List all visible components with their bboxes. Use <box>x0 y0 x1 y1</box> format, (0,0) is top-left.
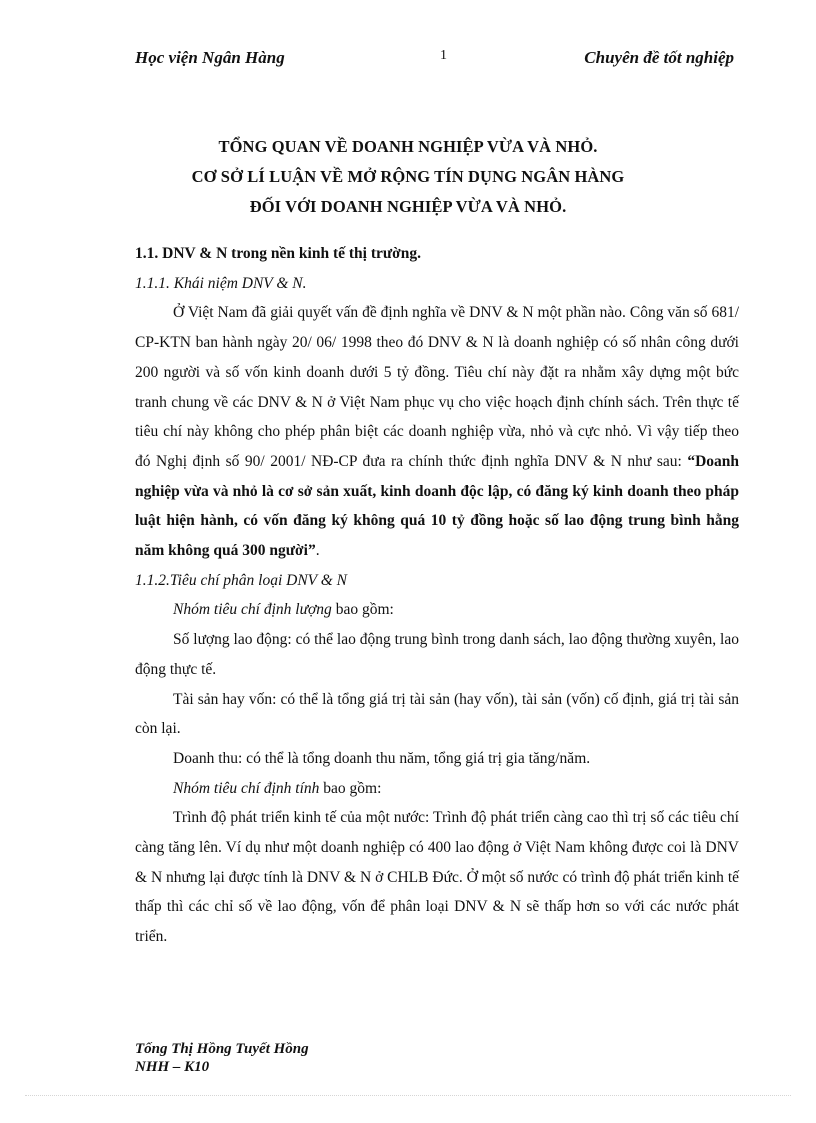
paragraph-labor: Số lượng lao động: có thể lao động trung bình trong danh sách, lao động thường xuyên, lao động thực tế. <box>135 631 739 678</box>
document-body <box>135 239 739 952</box>
qualitative-criteria-heading <box>135 774 739 804</box>
section-heading-1-1: 1.1. DNV & N trong nền kinh tế thị trường. <box>135 245 422 262</box>
header-document-type: Chuyên đề tốt nghiệp <box>584 48 734 67</box>
header-institution: Học viện Ngân Hàng <box>135 48 285 67</box>
quantitative-criteria-heading <box>135 595 739 625</box>
qualitative-label: Nhóm tiêu chí định tính <box>173 779 320 797</box>
title-line-3: ĐỐI VỚI DOANH NGHIỆP VỪA VÀ NHỎ. <box>249 197 567 216</box>
footer-author: Tống Thị Hồng Tuyết Hồng <box>135 1041 309 1057</box>
page-bottom-divider <box>25 1095 791 1096</box>
section-heading-1-1-1: 1.1.1. Khái niệm DNV & N. <box>135 274 307 292</box>
paragraph-definition-text: Ở Việt Nam đã giải quyết vấn đề định nghĩa về DNV & N một phần nào. Công văn số 681/ CP-KTN ban hành ngày 20/ 06/ 1998 theo đó DNV & N là doanh nghiệp có số nhân công dưới 200 người và số vốn kinh doanh dưới 5 tỷ đồng. Tiêu chí này đặt ra nhằm xây dựng một bức tranh chung về các DNV & N ở Việt Nam phục vụ cho việc hoạch định chính sách. Trên thực tế tiêu chí này không cho phép phân biệt các doanh nghiệp vừa, nhỏ và cực nhỏ. Vì vậy tiếp theo đó Nghị định số 90/ 2001/ NĐ-CP đưa ra chính thức định nghĩa DNV & N như sau: <box>135 304 739 470</box>
quantitative-suffix: bao gồm: <box>331 601 394 619</box>
definition-quote: “Doanh nghiệp vừa và nhỏ là cơ sở sản xuất, kinh doanh độc lập, có đăng ký kinh doanh theo pháp luật hiện hành, có vốn đăng ký không quá 10 tỷ đồng hoặc số lao động trung bình hằng năm không quá 300 người” <box>135 452 739 560</box>
paragraph-assets: Tài sản hay vốn: có thể là tổng giá trị tài sản (hay vốn), tài sản (vốn) cố định, giá trị tài sản còn lại. <box>135 690 739 738</box>
footer-class: NHH – K10 <box>135 1059 210 1075</box>
paragraph-development-level: Trình độ phát triển kinh tế của một nước: Trình độ phát triển càng cao thì trị số các tiêu chí càng tăng lên. Ví dụ như một doanh nghiệp có 400 lao động ở Việt Nam không được coi là DNV & N nhưng lại được tính là DNV & N ở CHLB Đức. Ở một số nước có trình độ phát triển kinh tế thấp thì các chỉ số về lao động, vốn để phân loại DNV & N sẽ thấp hơn so với các nước phát triển. <box>135 809 739 946</box>
paragraph-definition <box>135 298 739 565</box>
page-number: 1 <box>440 48 447 63</box>
paragraph-revenue: Doanh thu: có thể là tổng doanh thu năm, tổng giá trị gia tăng/năm. <box>173 749 591 767</box>
quantitative-label: Nhóm tiêu chí định lượng <box>173 601 332 619</box>
title-line-1: TỔNG QUAN VỀ DOANH NGHIỆP VỪA VÀ NHỎ. <box>218 137 598 156</box>
qualitative-suffix: bao gồm: <box>319 779 382 797</box>
page-footer <box>135 1040 309 1076</box>
page-header <box>135 48 734 72</box>
section-heading-1-1-2: 1.1.2.Tiêu chí phân loại DNV & N <box>135 571 347 589</box>
paragraph-definition-end: . <box>315 542 320 560</box>
chapter-title <box>0 132 816 222</box>
title-line-2: CƠ SỞ LÍ LUẬN VỀ MỞ RỘNG TÍN DỤNG NGÂN HÀNG <box>191 167 625 186</box>
